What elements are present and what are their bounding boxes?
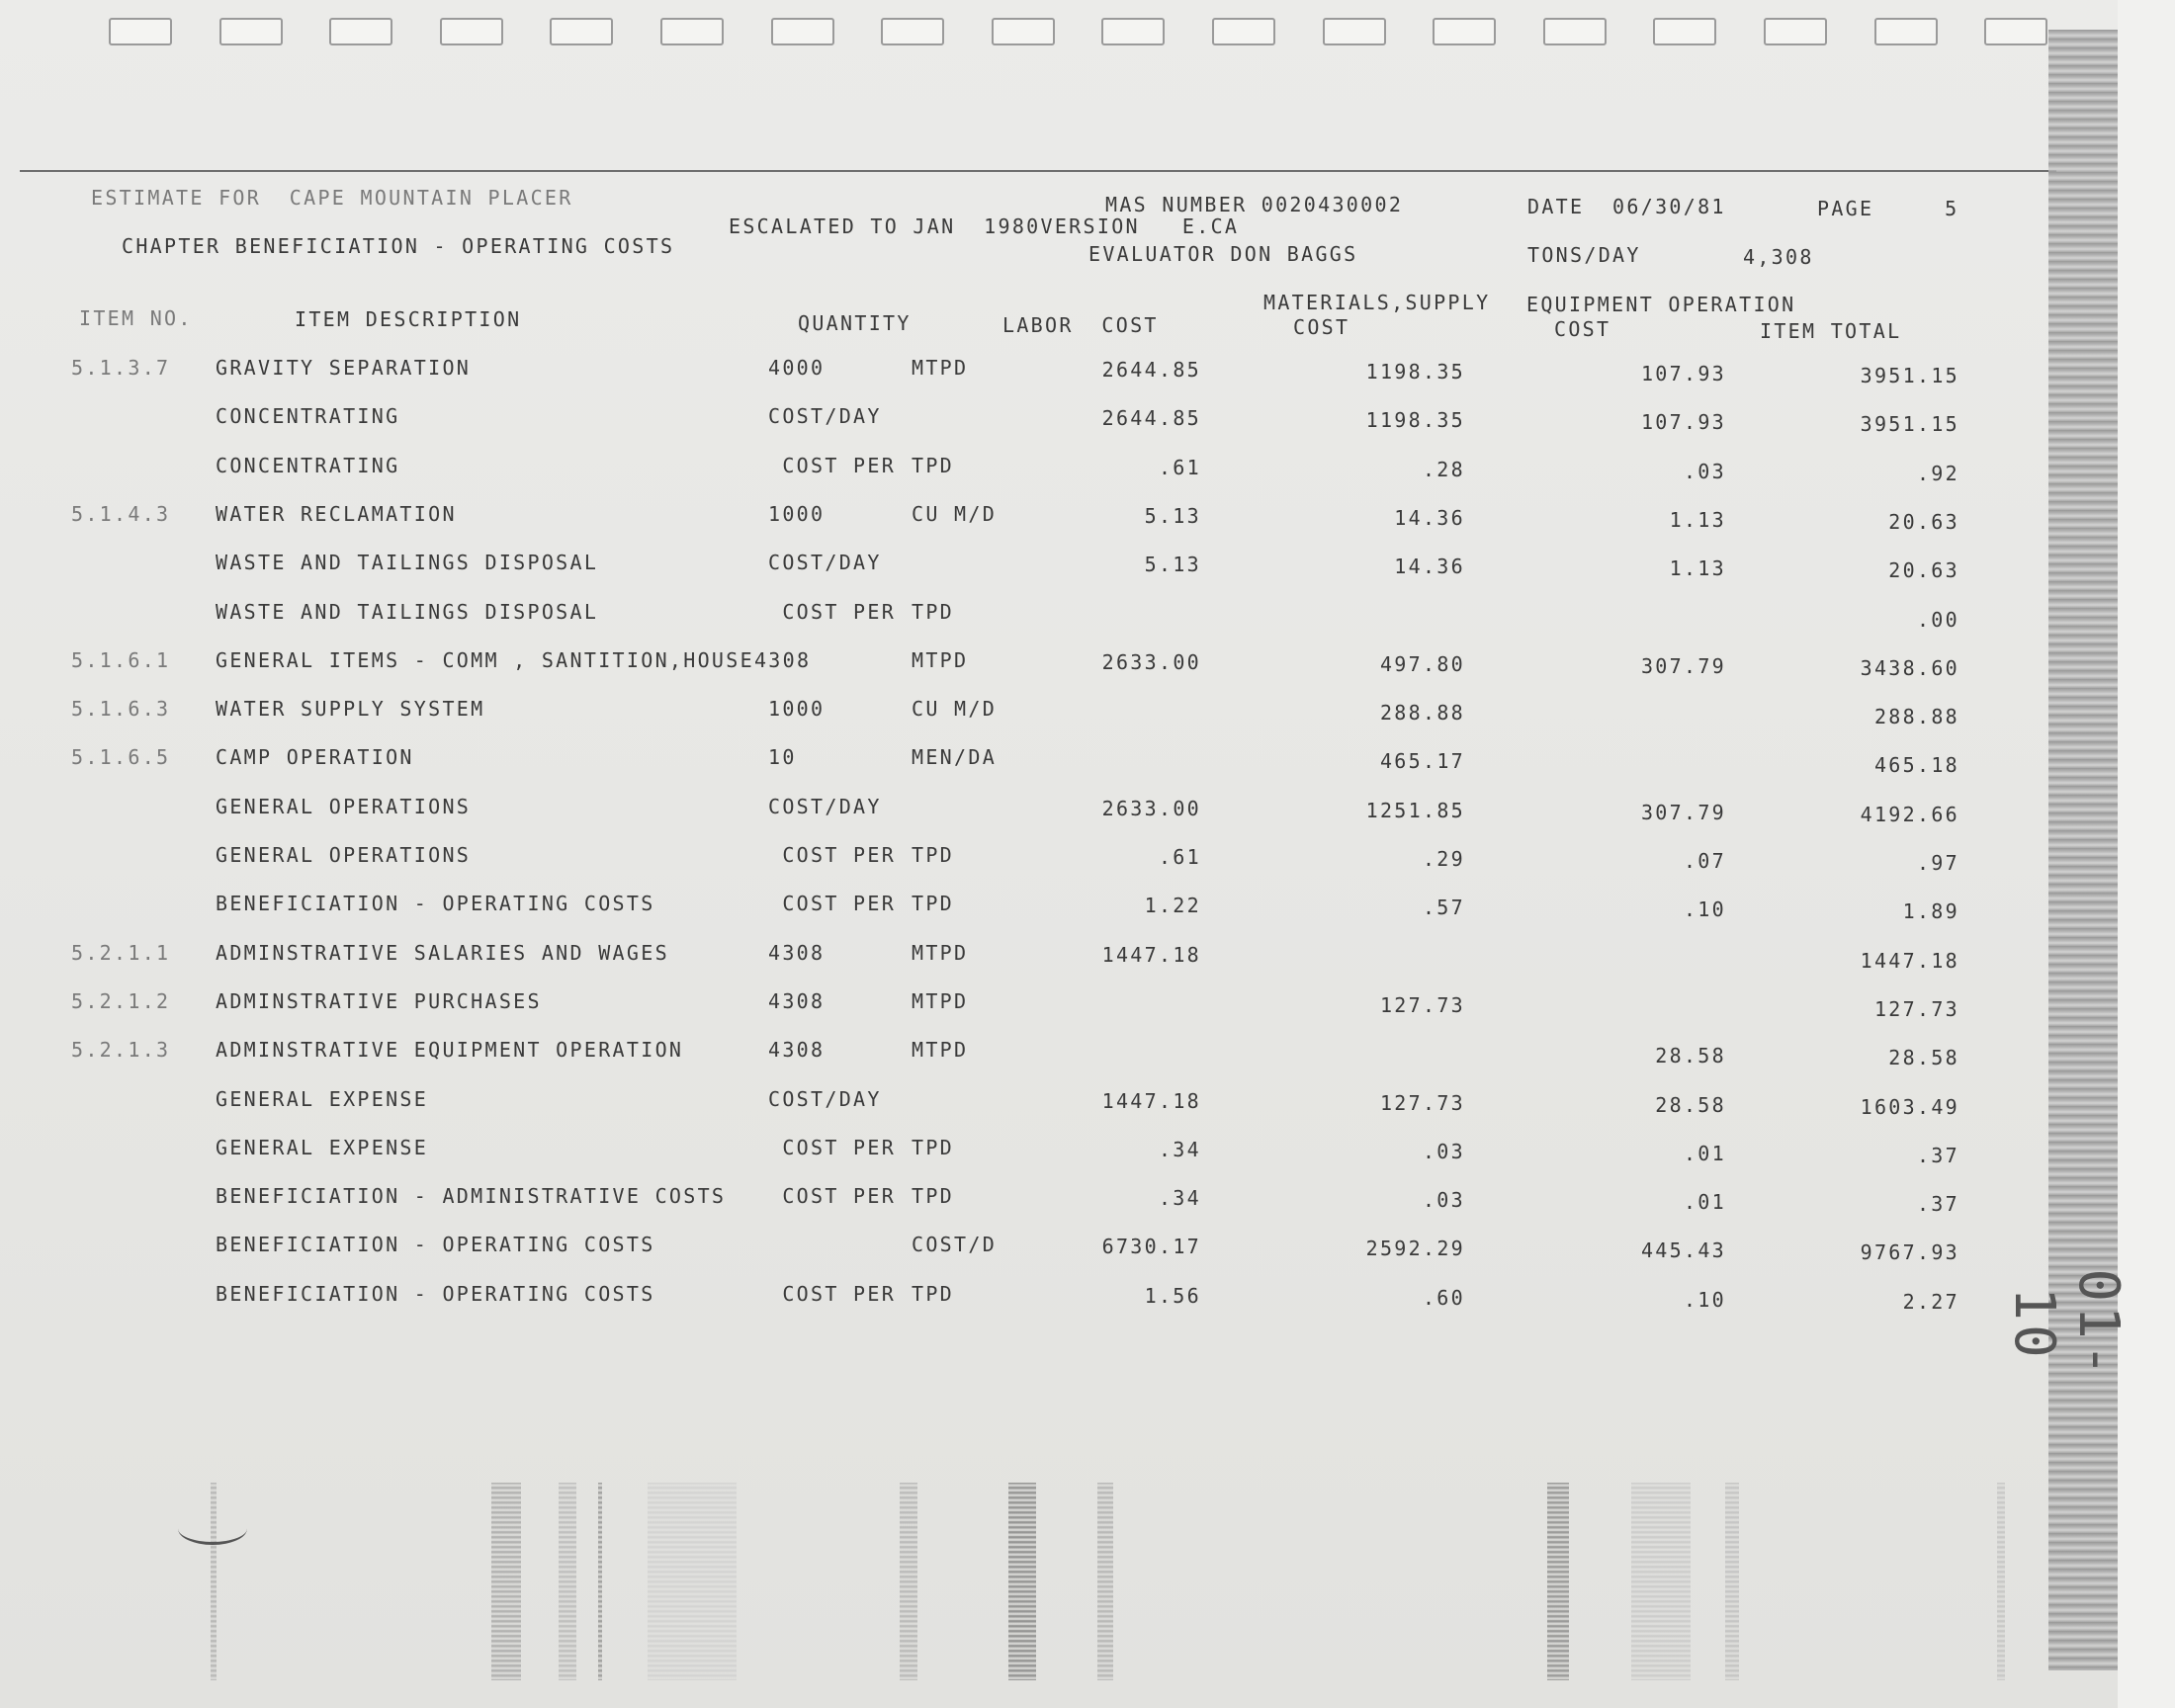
row-quantity: 10 bbox=[768, 745, 797, 770]
row-item-total: .00 bbox=[1916, 607, 1959, 632]
row-description: WASTE AND TAILINGS DISPOSAL bbox=[216, 599, 599, 624]
row-unit: TPD bbox=[912, 892, 955, 916]
col-item-no: ITEM NO. bbox=[79, 306, 193, 330]
row-equipment-cost: 1.13 bbox=[1669, 556, 1726, 581]
row-quantity: COST/DAY bbox=[768, 794, 882, 818]
row-equipment-cost: 307.79 bbox=[1640, 800, 1726, 824]
page-number: PAGE 5 bbox=[1817, 197, 1959, 220]
row-labor-cost: 2633.00 bbox=[1101, 649, 1201, 674]
feed-hole bbox=[660, 18, 724, 45]
row-materials-cost: 14.36 bbox=[1394, 505, 1465, 530]
row-quantity: COST PER bbox=[768, 453, 897, 477]
tons-per-day-label: TONS/DAY bbox=[1527, 243, 1641, 267]
feed-hole bbox=[1874, 18, 1938, 45]
row-item-no: 5.2.1.3 bbox=[71, 1038, 171, 1063]
handwritten-stamp: 01-10 bbox=[2002, 1268, 2131, 1381]
row-unit: TPD bbox=[912, 1135, 955, 1159]
feed-hole bbox=[771, 18, 834, 45]
scan-shadow bbox=[2048, 30, 2118, 1670]
tractor-feed-holes bbox=[0, 0, 2175, 59]
row-materials-cost: .03 bbox=[1422, 1188, 1465, 1213]
row-equipment-cost: 1.13 bbox=[1669, 507, 1726, 532]
row-item-total: .97 bbox=[1916, 851, 1959, 875]
scan-streak bbox=[1725, 1483, 1739, 1680]
row-materials-cost: 1198.35 bbox=[1365, 408, 1465, 433]
row-unit: MTPD bbox=[912, 356, 969, 380]
row-unit: TPD bbox=[912, 1281, 955, 1306]
scan-streak bbox=[1097, 1483, 1113, 1680]
scan-streak bbox=[559, 1483, 576, 1680]
row-item-no: 5.1.3.7 bbox=[71, 356, 171, 380]
scan-streak bbox=[1547, 1483, 1569, 1680]
row-item-total: 3951.15 bbox=[1860, 412, 1959, 437]
row-materials-cost: 127.73 bbox=[1379, 992, 1465, 1017]
row-item-total: 4192.66 bbox=[1860, 802, 1959, 826]
row-materials-cost: 127.73 bbox=[1379, 1090, 1465, 1115]
row-item-total: 465.18 bbox=[1873, 753, 1959, 778]
row-description: WATER RECLAMATION bbox=[216, 501, 457, 526]
row-labor-cost: .34 bbox=[1158, 1186, 1201, 1211]
row-materials-cost: 2592.29 bbox=[1365, 1237, 1465, 1261]
row-description: WATER SUPPLY SYSTEM bbox=[216, 697, 485, 722]
row-labor-cost: 5.13 bbox=[1144, 503, 1201, 528]
row-description: GRAVITY SEPARATION bbox=[216, 356, 472, 380]
row-unit: TPD bbox=[912, 843, 955, 867]
feed-hole bbox=[109, 18, 172, 45]
row-unit: TPD bbox=[912, 453, 955, 477]
row-equipment-cost: .01 bbox=[1683, 1141, 1726, 1165]
row-unit: MTPD bbox=[912, 647, 969, 672]
scan-streak bbox=[598, 1483, 602, 1680]
feed-hole bbox=[1543, 18, 1607, 45]
row-quantity: 4308 bbox=[768, 988, 826, 1013]
row-quantity: COST/DAY bbox=[768, 1086, 882, 1111]
row-quantity: 1000 bbox=[768, 697, 826, 722]
row-item-total: .37 bbox=[1916, 1143, 1959, 1167]
row-materials-cost: .60 bbox=[1422, 1285, 1465, 1310]
row-labor-cost: 1447.18 bbox=[1101, 942, 1201, 967]
row-item-total: 2.27 bbox=[1902, 1289, 1959, 1314]
tons-per-day-value: 4,308 bbox=[1743, 245, 1814, 269]
report-date: DATE 06/30/81 bbox=[1527, 195, 1726, 218]
row-unit: MEN/DA bbox=[912, 745, 998, 770]
row-description: ADMINSTRATIVE EQUIPMENT OPERATION bbox=[216, 1038, 684, 1063]
row-labor-cost: 1.56 bbox=[1144, 1283, 1201, 1308]
row-description: GENERAL EXPENSE bbox=[216, 1086, 429, 1111]
col-equipment-cost: COST bbox=[1554, 317, 1611, 341]
row-unit: COST/D bbox=[912, 1233, 998, 1257]
row-materials-cost: 1198.35 bbox=[1365, 360, 1465, 384]
col-item-total: ITEM TOTAL bbox=[1760, 319, 1902, 343]
scan-streak bbox=[900, 1483, 917, 1680]
feed-hole bbox=[1433, 18, 1496, 45]
row-item-total: 288.88 bbox=[1873, 705, 1959, 729]
col-quantity: QUANTITY bbox=[798, 311, 912, 335]
feed-hole bbox=[219, 18, 283, 45]
feed-hole bbox=[1212, 18, 1275, 45]
row-equipment-cost: .01 bbox=[1683, 1190, 1726, 1215]
row-description: CONCENTRATING bbox=[216, 404, 400, 429]
scan-streak bbox=[1997, 1483, 2005, 1680]
row-labor-cost: 2633.00 bbox=[1101, 796, 1201, 820]
feed-hole bbox=[992, 18, 1055, 45]
evaluator: EVALUATOR DON BAGGS bbox=[1088, 242, 1358, 266]
row-equipment-cost: 28.58 bbox=[1655, 1092, 1726, 1117]
feed-hole bbox=[881, 18, 944, 45]
feed-hole bbox=[1101, 18, 1165, 45]
row-unit: TPD bbox=[912, 1184, 955, 1209]
row-labor-cost: 6730.17 bbox=[1101, 1235, 1201, 1259]
row-materials-cost: 14.36 bbox=[1394, 555, 1465, 579]
row-unit: MTPD bbox=[912, 988, 969, 1013]
row-quantity: 4308 bbox=[768, 1038, 826, 1063]
row-materials-cost: 1251.85 bbox=[1365, 798, 1465, 822]
row-quantity: COST PER bbox=[768, 599, 897, 624]
page-margin bbox=[2118, 0, 2175, 1708]
row-item-total: 3951.15 bbox=[1860, 364, 1959, 387]
scan-streaks bbox=[0, 1483, 2056, 1680]
row-description: BENEFICIATION - OPERATING COSTS bbox=[216, 1281, 655, 1306]
row-labor-cost: 1.22 bbox=[1144, 894, 1201, 918]
row-description: GENERAL OPERATIONS bbox=[216, 794, 472, 818]
row-quantity: COST PER bbox=[768, 1184, 897, 1209]
mas-number: MAS NUMBER 0020430002 bbox=[1105, 193, 1404, 216]
row-description: BENEFICIATION - ADMINISTRATIVE COSTS bbox=[216, 1184, 727, 1209]
row-equipment-cost: 107.93 bbox=[1640, 362, 1726, 385]
row-materials-cost: 288.88 bbox=[1379, 701, 1465, 726]
row-description: ADMINSTRATIVE SALARIES AND WAGES bbox=[216, 940, 669, 965]
row-item-no: 5.2.1.2 bbox=[71, 988, 171, 1013]
scan-streak bbox=[648, 1483, 737, 1680]
row-description: GENERAL EXPENSE bbox=[216, 1135, 429, 1159]
row-quantity: COST PER bbox=[768, 1281, 897, 1306]
feed-hole bbox=[550, 18, 613, 45]
row-equipment-cost: 107.93 bbox=[1640, 410, 1726, 435]
scan-streak bbox=[1631, 1483, 1691, 1680]
row-unit: MTPD bbox=[912, 940, 969, 965]
row-description: CAMP OPERATION bbox=[216, 745, 414, 770]
col-labor-cost: LABOR COST bbox=[1002, 313, 1159, 337]
feed-hole bbox=[1653, 18, 1716, 45]
row-labor-cost: 1447.18 bbox=[1101, 1088, 1201, 1113]
row-labor-cost: 2644.85 bbox=[1101, 358, 1201, 382]
row-materials-cost: .57 bbox=[1422, 896, 1465, 920]
row-materials-cost: .28 bbox=[1422, 457, 1465, 481]
row-item-total: 28.58 bbox=[1888, 1046, 1959, 1070]
row-equipment-cost: 445.43 bbox=[1640, 1238, 1726, 1263]
row-quantity: COST/DAY bbox=[768, 551, 882, 575]
row-labor-cost: .61 bbox=[1158, 845, 1201, 869]
feed-hole bbox=[1764, 18, 1827, 45]
row-quantity: 4308 bbox=[768, 940, 826, 965]
feed-hole bbox=[1323, 18, 1386, 45]
row-item-total: 3438.60 bbox=[1860, 655, 1959, 680]
row-labor-cost: .61 bbox=[1158, 455, 1201, 479]
row-equipment-cost: .10 bbox=[1683, 1287, 1726, 1312]
row-item-no: 5.1.6.3 bbox=[71, 697, 171, 722]
row-quantity: COST PER bbox=[768, 1135, 897, 1159]
row-description: CONCENTRATING bbox=[216, 453, 400, 477]
row-item-total: 20.63 bbox=[1888, 558, 1959, 583]
row-unit: CU M/D bbox=[912, 501, 998, 526]
feed-hole bbox=[440, 18, 503, 45]
perforation-line bbox=[20, 170, 2056, 172]
row-item-no: 5.1.6.5 bbox=[71, 745, 171, 770]
row-item-total: .37 bbox=[1916, 1192, 1959, 1217]
row-item-no: 5.1.4.3 bbox=[71, 501, 171, 526]
row-item-no: 5.1.6.1 bbox=[71, 647, 171, 672]
row-unit: MTPD bbox=[912, 1038, 969, 1063]
escalation-note: ESCALATED TO JAN 1980VERSION E.CA bbox=[729, 214, 1240, 238]
feed-hole bbox=[1984, 18, 2047, 45]
row-description: ADMINSTRATIVE PURCHASES bbox=[216, 988, 542, 1013]
row-materials-cost: 497.80 bbox=[1379, 651, 1465, 676]
row-equipment-cost: .07 bbox=[1683, 849, 1726, 873]
col-item-description: ITEM DESCRIPTION bbox=[295, 307, 522, 331]
row-description: WASTE AND TAILINGS DISPOSAL bbox=[216, 551, 599, 575]
row-item-total: 1447.18 bbox=[1860, 948, 1959, 973]
chapter-title: CHAPTER BENEFICIATION - OPERATING COSTS bbox=[122, 234, 675, 258]
row-item-total: 20.63 bbox=[1888, 509, 1959, 534]
row-labor-cost: 5.13 bbox=[1144, 553, 1201, 577]
row-description: BENEFICIATION - OPERATING COSTS bbox=[216, 1233, 655, 1257]
row-materials-cost: 465.17 bbox=[1379, 749, 1465, 774]
row-equipment-cost: .10 bbox=[1683, 897, 1726, 922]
row-description: BENEFICIATION - OPERATING COSTS bbox=[216, 892, 655, 916]
estimate-title: ESTIMATE FOR CAPE MOUNTAIN PLACER bbox=[91, 186, 573, 210]
row-quantity: COST/DAY bbox=[768, 404, 882, 429]
row-materials-cost: .29 bbox=[1422, 847, 1465, 871]
row-item-total: .92 bbox=[1916, 461, 1959, 485]
row-description: GENERAL OPERATIONS bbox=[216, 843, 472, 867]
pen-mark bbox=[178, 1512, 247, 1545]
row-item-total: 9767.93 bbox=[1860, 1240, 1959, 1265]
scan-streak bbox=[491, 1483, 521, 1680]
row-description: GENERAL ITEMS - COMM , SANTITION,HOUSE4308 bbox=[216, 647, 812, 672]
row-materials-cost: .03 bbox=[1422, 1139, 1465, 1163]
row-quantity: COST PER bbox=[768, 892, 897, 916]
row-equipment-cost: .03 bbox=[1683, 459, 1726, 483]
feed-hole bbox=[329, 18, 392, 45]
row-unit: TPD bbox=[912, 599, 955, 624]
row-equipment-cost: 307.79 bbox=[1640, 653, 1726, 678]
col-equipment: EQUIPMENT OPERATION bbox=[1526, 293, 1796, 316]
row-item-total: 1603.49 bbox=[1860, 1094, 1959, 1119]
col-materials-cost: COST bbox=[1293, 315, 1350, 339]
row-item-no: 5.2.1.1 bbox=[71, 940, 171, 965]
col-materials: MATERIALS,SUPPLY bbox=[1263, 291, 1491, 314]
scan-streak bbox=[1008, 1483, 1036, 1680]
row-quantity: 4000 bbox=[768, 356, 826, 380]
row-quantity: COST PER bbox=[768, 843, 897, 867]
row-item-total: 127.73 bbox=[1873, 996, 1959, 1021]
row-quantity: 1000 bbox=[768, 501, 826, 526]
row-item-total: 1.89 bbox=[1902, 899, 1959, 924]
row-unit: CU M/D bbox=[912, 697, 998, 722]
row-labor-cost: .34 bbox=[1158, 1137, 1201, 1161]
row-equipment-cost: 28.58 bbox=[1655, 1044, 1726, 1068]
row-labor-cost: 2644.85 bbox=[1101, 406, 1201, 431]
